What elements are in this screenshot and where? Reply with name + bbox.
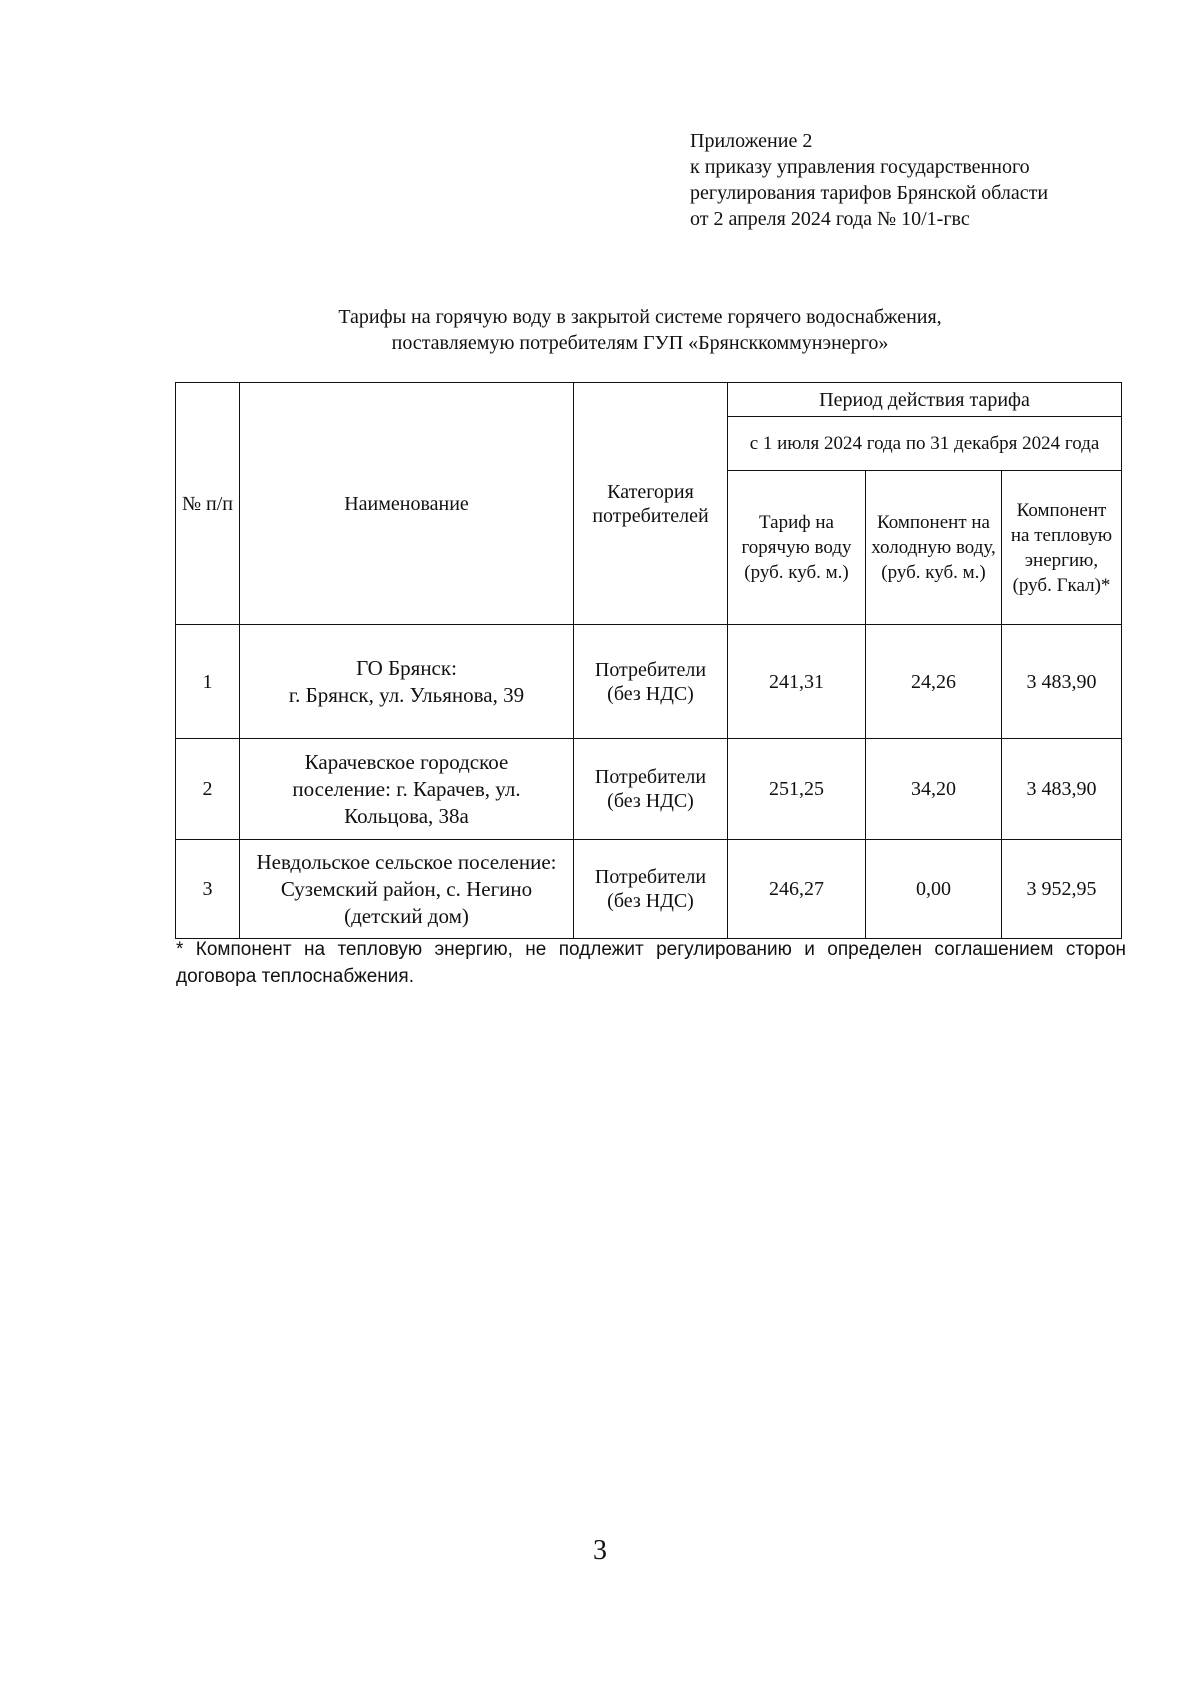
appendix-line: от 2 апреля 2024 года № 10/1-гвс [690, 208, 970, 230]
title-line-2: поставляемую потребителям ГУП «Брянсккоммунэнерго» [391, 332, 889, 354]
table-row [176, 739, 1122, 840]
row-category: Потребители (без НДС) [574, 739, 728, 840]
header-heat-component: Компонент на тепловую энергию, (руб. Гкал)* [1002, 471, 1122, 625]
row-num: 2 [176, 739, 240, 840]
appendix-line: к приказу управления государственного [690, 156, 1030, 178]
row-cold: 24,26 [866, 625, 1002, 739]
row-name: Карачевское городское поселение: г. Карачев, ул. Кольцова, 38а [240, 739, 574, 840]
header-period: Период действия тарифа [728, 383, 1122, 417]
header-name: Наименование [240, 383, 574, 625]
header-tariff: Тариф на горячую воду (руб. куб. м.) [728, 471, 866, 625]
row-category: Потребители (без НДС) [574, 840, 728, 939]
page-number: 3 [593, 1535, 607, 1566]
appendix-header [690, 128, 1140, 232]
row-cold: 0,00 [866, 840, 1002, 939]
document-title [170, 304, 1110, 356]
appendix-line: Приложение 2 [690, 130, 813, 152]
row-num: 1 [176, 625, 240, 739]
row-heat: 3 483,90 [1002, 739, 1122, 840]
row-tariff: 251,25 [728, 739, 866, 840]
row-num: 3 [176, 840, 240, 939]
footnote: * Компонент на тепловую энергию, не подлежит регулированию и определен соглашением сторон договора теплоснабжения. [176, 939, 1126, 987]
row-tariff: 241,31 [728, 625, 866, 739]
title-line-1: Тарифы на горячую воду в закрытой системе горячего водоснабжения, [338, 306, 942, 328]
tariffs-table [175, 382, 1122, 939]
row-heat: 3 952,95 [1002, 840, 1122, 939]
row-name: ГО Брянск: г. Брянск, ул. Ульянова, 39 [240, 625, 574, 739]
row-heat: 3 483,90 [1002, 625, 1122, 739]
appendix-line: регулирования тарифов Брянской области [690, 182, 1049, 204]
header-num: № п/п [176, 383, 240, 625]
row-name: Невдольское сельское поселение: Суземский район, с. Негино (детский дом) [240, 840, 574, 939]
row-tariff: 246,27 [728, 840, 866, 939]
table-row [176, 840, 1122, 939]
header-cold-component: Компонент на холодную воду, (руб. куб. м.) [866, 471, 1002, 625]
header-category: Категория потребителей [574, 383, 728, 625]
table-row [176, 625, 1122, 739]
row-category: Потребители (без НДС) [574, 625, 728, 739]
row-cold: 34,20 [866, 739, 1002, 840]
header-period-range: с 1 июля 2024 года по 31 декабря 2024 года [728, 417, 1122, 471]
